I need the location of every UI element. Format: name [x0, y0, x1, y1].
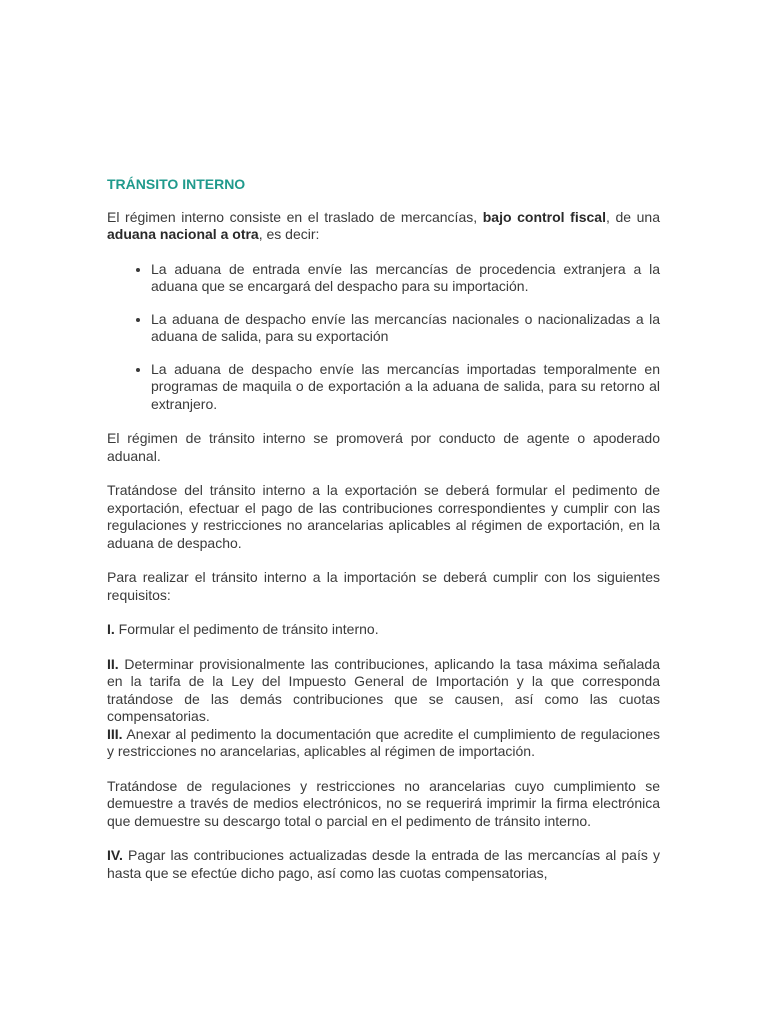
agent-paragraph: El régimen de tránsito interno se promoverá por conducto de agente o apoderado aduanal.: [107, 430, 660, 464]
intro-text-1: El régimen interno consiste en el traslado de mercancías,: [107, 208, 483, 225]
intro-bold-aduana: aduana nacional a otra: [107, 226, 259, 242]
requirement-3-number: III.: [107, 725, 123, 742]
requirement-4-text: Pagar las contribuciones actualizadas desde la entrada de las mercancías al país y hasta que se efectúe dicho pago, así como las cuotas compensatorias,: [107, 847, 660, 881]
intro-bold-control-fiscal: bajo control fiscal: [482, 208, 606, 225]
requirement-2-text: Determinar provisionalmente las contribuciones, aplicando la tasa máxima señalada en la tarifa de la Ley del Impuesto General de Importación y la que corresponda tratándose de las demás contribuciones que se causen, así como las cuotas compensatorias.: [107, 655, 660, 724]
intro-text-2: , de una: [605, 208, 660, 225]
document-page: [107, 176, 660, 899]
requirement-1-text: Formular el pedimento de tránsito interno.: [114, 621, 379, 637]
list-item: • La aduana de despacho envíe las mercancías nacionales o nacionalizadas a la aduana de salida, para su exportación: [151, 311, 660, 346]
intro-text-3: , es decir:: [258, 226, 320, 242]
list-item: • La aduana de entrada envíe las mercancías de procedencia extranjera a la aduana que se encargará del despacho para su importación.: [151, 261, 660, 296]
requirement-2-number: II.: [107, 655, 119, 672]
export-paragraph: Tratándose del tránsito interno a la exportación se deberá formular el pedimento de exportación, efectuar el pago de las contribuciones correspondientes y cumplir con las regulaciones y restricciones no arancelarias aplicables al régimen de exportación, en la aduana de despacho.: [107, 482, 660, 551]
requirement-1-number: I.: [107, 621, 115, 637]
requirement-3: [107, 726, 660, 761]
list-item: • La aduana de despacho envíe las mercancías importadas temporalmente en programas de maquila o de exportación a la aduana de salida, para su retorno al extranjero.: [151, 361, 660, 414]
requirement-4: [107, 847, 660, 882]
requirement-4-number: IV.: [107, 847, 123, 863]
electronic-paragraph: Tratándose de regulaciones y restricciones no arancelarias cuyo cumplimiento se demuestre a través de medios electrónicos, no se requerirá imprimir la firma electrónica que demuestre su descargo total o parcial en el pedimento de tránsito interno.: [107, 777, 660, 829]
section-heading: TRÁNSITO INTERNO: [107, 176, 246, 192]
import-paragraph: Para realizar el tránsito interno a la importación se deberá cumplir con los siguientes requisitos:: [107, 569, 660, 603]
requirement-2: [107, 656, 660, 726]
intro-paragraph: [107, 209, 660, 244]
requirement-3-text: Anexar al pedimento la documentación que acredite el cumplimiento de regulaciones y restricciones no arancelarias, aplicables al régimen de importación.: [107, 725, 660, 759]
requirement-1: [107, 621, 660, 639]
transit-cases-list: [107, 261, 660, 414]
